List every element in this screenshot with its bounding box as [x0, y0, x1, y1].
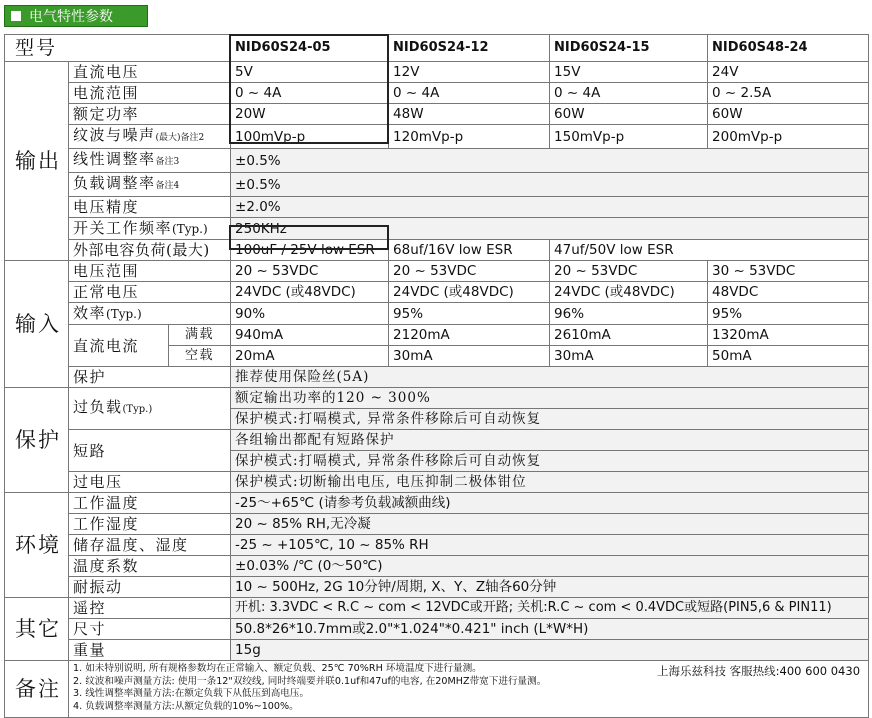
table-row	[5, 640, 869, 661]
cell: 50mA	[708, 346, 869, 367]
table-row	[5, 514, 869, 535]
row-label: 直流电压	[69, 62, 231, 83]
square-bullet-icon	[11, 11, 21, 21]
sub-label: 空载	[169, 346, 231, 367]
cell: 20 ~ 53VDC	[389, 261, 550, 282]
cell: 68uf/16V low ESR	[389, 240, 550, 261]
cell: 100mVp-p	[231, 125, 389, 149]
table-row	[5, 125, 869, 149]
cell: 24VDC (或48VDC)	[550, 282, 708, 303]
cell: 24VDC (或48VDC)	[389, 282, 550, 303]
row-label	[69, 303, 231, 325]
row-label: 耐振动	[69, 577, 231, 598]
table-row	[5, 472, 869, 493]
row-label-note: (Typ.)	[106, 307, 142, 321]
cell: 1320mA	[708, 325, 869, 346]
table-row	[5, 261, 869, 282]
row-label: 温度系数	[69, 556, 231, 577]
model-header: NID60S24-15	[550, 35, 708, 62]
cell: 15g	[231, 640, 869, 661]
table-row	[5, 577, 869, 598]
model-header: NID60S24-05	[231, 35, 389, 62]
row-label	[69, 388, 231, 430]
table-row	[5, 661, 869, 718]
row-label-note: 备注4	[155, 181, 180, 191]
cell: -25 ~ +105℃, 10 ~ 85% RH	[231, 535, 869, 556]
cell: -25～+65℃ (请参考负载减额曲线)	[231, 493, 869, 514]
cell: 各组输出都配有短路保护	[231, 430, 869, 451]
table-row	[5, 218, 869, 240]
cell: 0 ~ 4A	[550, 83, 708, 104]
section-environment: 环境	[5, 493, 69, 598]
table-row	[5, 325, 869, 346]
cell: 20 ~ 53VDC	[550, 261, 708, 282]
cell: 5V	[231, 62, 389, 83]
table-row	[5, 430, 869, 451]
cell: 保护模式:打嗝模式, 异常条件移除后可自动恢复	[231, 409, 869, 430]
row-label: 工作湿度	[69, 514, 231, 535]
table-row	[5, 556, 869, 577]
cell: 20W	[231, 104, 389, 125]
cell: 48VDC	[708, 282, 869, 303]
row-label: 正常电压	[69, 282, 231, 303]
cell: 12V	[389, 62, 550, 83]
section-output: 输出	[5, 62, 69, 261]
note-line: 4. 负载调整率测量方法:从额定负载的10%~100%。	[73, 700, 299, 712]
cell: 推荐使用保险丝(5A)	[231, 367, 869, 388]
cell: 额定输出功率的120 ~ 300%	[231, 388, 869, 409]
table-row	[5, 240, 869, 261]
table-row	[5, 62, 869, 83]
row-label	[69, 218, 231, 240]
table-row	[5, 619, 869, 640]
spec-table	[4, 34, 869, 718]
row-label-note: 备注3	[155, 157, 180, 167]
row-label-text: 纹波与噪声	[73, 126, 156, 144]
table-row	[5, 197, 869, 218]
cell: 10 ~ 500Hz, 2G 10分钟/周期, X、Y、Z轴各60分钟	[231, 577, 869, 598]
row-label: 储存温度、湿度	[69, 535, 231, 556]
cell: 20mA	[231, 346, 389, 367]
cell: 15V	[550, 62, 708, 83]
cell: 30mA	[389, 346, 550, 367]
model-row	[5, 35, 869, 62]
section-notes: 备注	[5, 661, 69, 718]
row-label-text: 效率	[73, 304, 107, 322]
cell: ±0.5%	[231, 149, 869, 173]
company-hotline: 上海乐兹科技 客服热线:400 600 0430	[657, 664, 861, 678]
cell: 47uf/50V low ESR	[550, 240, 869, 261]
row-label: 过电压	[69, 472, 231, 493]
cell: 250KHz	[231, 218, 869, 240]
table-row	[5, 282, 869, 303]
row-label: 遥控	[69, 598, 231, 619]
row-label-note: (Typ.)	[172, 222, 208, 236]
row-label: 电压范围	[69, 261, 231, 282]
model-header: NID60S24-12	[389, 35, 550, 62]
table-row	[5, 493, 869, 514]
table-row	[5, 388, 869, 409]
cell: 0 ~ 4A	[389, 83, 550, 104]
cell: 100uF / 25V low ESR	[231, 240, 389, 261]
cell: 0 ~ 2.5A	[708, 83, 869, 104]
row-label: 工作温度	[69, 493, 231, 514]
cell: 20 ~ 53VDC	[231, 261, 389, 282]
row-label-text: 负载调整率	[73, 174, 156, 192]
section-header-title: 电气特性参数	[29, 9, 113, 25]
row-label: 保护	[69, 367, 231, 388]
table-row	[5, 149, 869, 173]
row-label	[69, 173, 231, 197]
cell: 保护模式:切断输出电压, 电压抑制二极体钳位	[231, 472, 869, 493]
model-header: NID60S48-24	[708, 35, 869, 62]
cell: 2610mA	[550, 325, 708, 346]
cell: 940mA	[231, 325, 389, 346]
section-protection: 保护	[5, 388, 69, 493]
cell: 150mVp-p	[550, 125, 708, 149]
table-row	[5, 303, 869, 325]
table-row	[5, 598, 869, 619]
section-header	[4, 5, 148, 27]
table-row	[5, 83, 869, 104]
cell: 95%	[708, 303, 869, 325]
row-label: 短路	[69, 430, 231, 472]
row-label: 外部电容负荷(最大)	[69, 240, 231, 261]
cell: 200mVp-p	[708, 125, 869, 149]
table-row	[5, 535, 869, 556]
cell: 24V	[708, 62, 869, 83]
cell: 120mVp-p	[389, 125, 550, 149]
row-label	[69, 149, 231, 173]
row-label	[69, 125, 231, 149]
cell: 95%	[389, 303, 550, 325]
cell: 20 ~ 85% RH,无冷凝	[231, 514, 869, 535]
note-line: 3. 线性调整率测量方法:在额定负载下从低压到高电压。	[73, 688, 310, 699]
row-label: 额定功率	[69, 104, 231, 125]
section-input: 输入	[5, 261, 69, 388]
cell: 24VDC (或48VDC)	[231, 282, 389, 303]
cell: 0 ~ 4A	[231, 83, 389, 104]
sub-label: 满载	[169, 325, 231, 346]
cell: 保护模式:打嗝模式, 异常条件移除后可自动恢复	[231, 451, 869, 472]
cell: 96%	[550, 303, 708, 325]
cell: ±0.5%	[231, 173, 869, 197]
note-line: 1. 如未特别说明, 所有规格参数均在正常输入、额定负载、25℃ 70%RH 环境温度下进行量测。	[73, 663, 482, 674]
note-line: 2. 纹波和噪声测量方法: 使用一条12"双绞线, 同时终端要并联0.1uf和47uf的电容, 在20MHZ带宽下进行量测。	[73, 675, 547, 687]
row-label-note: (最大)备注2	[155, 133, 205, 143]
cell: 开机: 3.3VDC < R.C ~ com < 12VDC或开路; 关机:R.C ~ com < 0.4VDC或短路(PIN5,6 & PIN11)	[231, 598, 869, 619]
section-other: 其它	[5, 598, 69, 661]
row-label: 尺寸	[69, 619, 231, 640]
row-label-note: (Typ.)	[122, 404, 153, 415]
cell: ±0.03% /℃ (0～50℃)	[231, 556, 869, 577]
row-label: 电压精度	[69, 197, 231, 218]
row-label-text: 开关工作频率	[73, 219, 173, 237]
row-label-text: 线性调整率	[73, 150, 156, 168]
table-row	[5, 104, 869, 125]
model-label: 型号	[5, 35, 231, 62]
cell: 50.8*26*10.7mm或2.0"*1.024"*0.421" inch (L*W*H)	[231, 619, 869, 640]
cell: 2120mA	[389, 325, 550, 346]
table-row	[5, 173, 869, 197]
cell: 30 ~ 53VDC	[708, 261, 869, 282]
cell: 48W	[389, 104, 550, 125]
cell: 60W	[708, 104, 869, 125]
row-label: 电流范围	[69, 83, 231, 104]
cell: 30mA	[550, 346, 708, 367]
cell: 90%	[231, 303, 389, 325]
row-label: 重量	[69, 640, 231, 661]
notes-cell	[69, 661, 869, 718]
cell: 60W	[550, 104, 708, 125]
row-label: 直流电流	[69, 325, 169, 367]
row-label-text: 过负载	[73, 398, 123, 416]
cell: ±2.0%	[231, 197, 869, 218]
table-row	[5, 367, 869, 388]
